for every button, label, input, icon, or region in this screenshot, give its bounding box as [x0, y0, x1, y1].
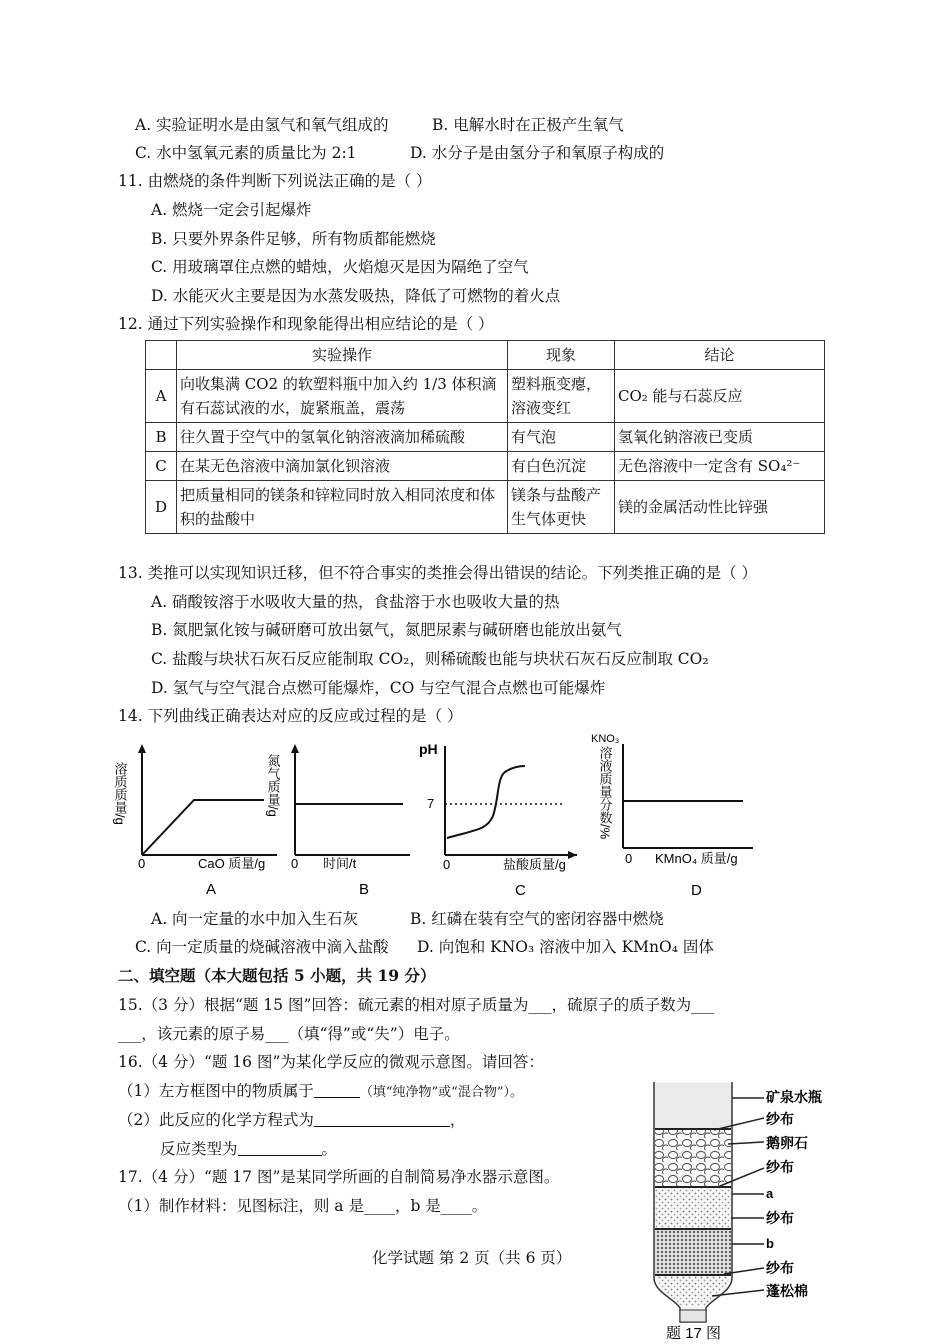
q15-line1: 15.（3 分）根据“题 15 图”回答：硫元素的相对原子质量为___，硫原子的质子数为___ — [118, 996, 715, 1014]
x-label: CaO 质量/g — [198, 856, 266, 871]
phenomenon-cell: 镁条与盐酸产生气体更快 — [508, 481, 615, 534]
page-footer: 化学试题 第 2 页（共 6 页） — [372, 1249, 572, 1267]
q10-option-d: D. 水分子是由氢分子和氧原子构成的 — [410, 144, 665, 162]
label-a: a — [766, 1186, 774, 1201]
figure-17-water-purifier — [640, 1078, 830, 1342]
bottle-cap — [680, 1310, 706, 1322]
row-label: A — [146, 370, 177, 423]
q12-stem: 12. 通过下列实验操作和现象能得出相应结论的是（ ） — [118, 315, 494, 333]
q13-stem: 13. 类推可以实现知识迁移，但不符合事实的类推会得出错误的结论。下列类推正确的是（ ） — [118, 564, 758, 582]
water-layer — [655, 1083, 731, 1128]
q16-part2 — [118, 1110, 465, 1130]
q14-stem: 14. 下列曲线正确表达对应的反应或过程的是（ ） — [118, 707, 463, 725]
y-label: 溶质质量/g — [112, 762, 128, 825]
origin-label: 0 — [291, 856, 299, 871]
operation-cell: 把质量相同的镁条和锌粒同时放入相同浓度和体积的盐酸中 — [177, 481, 508, 534]
q16-part1 — [118, 1081, 523, 1103]
q17-stem: 17.（4 分）“题 17 图”是某同学所画的自制简易净水器示意图。 — [118, 1168, 560, 1186]
origin-label: 0 — [138, 856, 146, 871]
conclusion-cell: CO₂ 能与石蕊反应 — [615, 370, 825, 423]
tick-7: 7 — [427, 796, 435, 811]
q16-stem: 16.（4 分）“题 16 图”为某化学反应的微观示意图。请回答： — [118, 1053, 544, 1071]
y-label: 氮气质量/g — [265, 754, 281, 817]
chart-a — [112, 740, 282, 900]
series-line — [142, 800, 264, 855]
row-label: D — [146, 481, 177, 534]
cotton-layer — [656, 1276, 730, 1306]
q15-line2: ___，该元素的原子易___（填“得”或“失”）电子。 — [118, 1025, 460, 1043]
q16-part1-hint: （填“纯净物”或“混合物”）。 — [359, 1085, 523, 1100]
y-arrow — [291, 744, 299, 753]
table-header-cell: 现象 — [508, 341, 615, 370]
q17-part1: （1）制作材料：见图标注，则 a 是____，b 是____。 — [118, 1197, 488, 1215]
answer-blank[interactable] — [314, 1081, 360, 1098]
chart-letter: A — [206, 881, 217, 898]
phenomenon-cell: 塑料瓶变瘪，溶液变红 — [508, 370, 615, 423]
q14-option-c: C. 向一定质量的烧碱溶液中滴入盐酸 — [135, 938, 389, 956]
sand-layer-a — [655, 1188, 731, 1228]
figure-caption: 题 17 图 — [666, 1325, 722, 1342]
section-title: 二、填空题（本大题包括 5 小题，共 19 分） — [118, 966, 436, 985]
row-label: B — [146, 423, 177, 452]
operation-cell: 往久置于空气中的氢氧化钠溶液滴加稀硫酸 — [177, 423, 508, 452]
table-row — [146, 423, 825, 452]
carbon-layer-b — [655, 1230, 731, 1274]
q14-option-b: B. 红磷在装有空气的密闭容器中燃烧 — [410, 910, 664, 928]
table-header-cell — [146, 341, 177, 370]
x-label: 盐酸质量/g — [503, 857, 566, 872]
q13-option-d: D. 氢气与空气混合点燃可能爆炸，CO 与空气混合点燃也可能爆炸 — [151, 679, 606, 697]
label-gauze: 纱布 — [766, 1159, 794, 1175]
q10-option-a: A. 实验证明水是由氢气和氧气组成的 — [135, 116, 389, 134]
table-row — [146, 370, 825, 423]
y-label: 溶液质量分数/% — [597, 746, 613, 840]
table-row — [146, 481, 825, 534]
q13-option-b: B. 氮肥氯化铵与碱研磨可放出氨气，氮肥尿素与碱研磨也能放出氨气 — [151, 621, 622, 639]
q16-part1-text: （1）左方框图中的物质属于 — [118, 1082, 314, 1100]
q11-stem: 11. 由燃烧的条件判断下列说法正确的是（ ） — [118, 172, 432, 190]
y-label: pH — [419, 741, 438, 757]
q14-option-d: D. 向饱和 KNO₃ 溶液中加入 KMnO₄ 固体 — [417, 938, 714, 956]
table-header-cell: 实验操作 — [177, 341, 508, 370]
label-gauze: 纱布 — [766, 1111, 794, 1127]
q16-part2-end: ， — [449, 1111, 466, 1129]
label-pebbles: 鹅卵石 — [766, 1135, 808, 1151]
q14-option-a: A. 向一定量的水中加入生石灰 — [151, 910, 359, 928]
q11-option-c: C. 用玻璃罩住点燃的蜡烛，火焰熄灭是因为隔绝了空气 — [151, 258, 529, 276]
q16-part3-text: 反应类型为 — [160, 1140, 238, 1158]
x-label: KMnO₄ 质量/g — [655, 851, 738, 866]
q16-part3 — [160, 1139, 337, 1159]
answer-blank[interactable] — [314, 1110, 450, 1127]
q10-option-c: C. 水中氢氧元素的质量比为 2:1 — [135, 144, 357, 162]
label-gauze: 纱布 — [766, 1210, 794, 1226]
origin-label: 0 — [625, 851, 633, 866]
x-arrow — [568, 851, 577, 859]
series-line — [447, 766, 525, 838]
phenomenon-cell: 有气泡 — [508, 423, 615, 452]
q10-option-b: B. 电解水时在正极产生氧气 — [432, 116, 624, 134]
chart-letter: B — [359, 881, 370, 898]
q16-part3-end: 。 — [321, 1140, 338, 1158]
chart-c — [415, 738, 585, 900]
label-b: b — [766, 1236, 774, 1251]
chart-letter: D — [691, 882, 702, 899]
q11-option-d: D. 水能灭火主要是因为水蒸发吸热，降低了可燃物的着火点 — [151, 287, 561, 305]
q13-option-c: C. 盐酸与块状石灰石反应能制取 CO₂，则稀硫酸也能与块状石灰石反应制取 CO₂ — [151, 650, 709, 668]
table-header-row — [146, 341, 825, 370]
label-cotton: 蓬松棉 — [766, 1283, 808, 1299]
conclusion-cell: 镁的金属活动性比锌强 — [615, 481, 825, 534]
leader-line — [728, 1142, 764, 1144]
operation-cell: 向收集满 CO2 的软塑料瓶中加入约 1/3 体积滴有石蕊试液的水，旋紧瓶盖，震荡 — [177, 370, 508, 423]
chart-b — [265, 740, 415, 900]
chart-d — [585, 732, 760, 900]
y-arrow — [138, 744, 146, 753]
label-bottle: 矿泉水瓶 — [766, 1089, 822, 1105]
answer-blank[interactable] — [238, 1139, 322, 1156]
q11-option-a: A. 燃烧一定会引起爆炸 — [151, 201, 312, 219]
row-label: C — [146, 452, 177, 481]
pebble-layer — [655, 1130, 731, 1186]
conclusion-cell: 无色溶液中一定含有 SO₄²⁻ — [615, 452, 825, 481]
conclusion-cell: 氢氧化钠溶液已变质 — [615, 423, 825, 452]
table-header-cell: 结论 — [615, 341, 825, 370]
q12-table — [145, 340, 825, 534]
phenomenon-cell: 有白色沉淀 — [508, 452, 615, 481]
origin-label: 0 — [443, 857, 451, 872]
label-gauze: 纱布 — [766, 1260, 794, 1276]
y-label-top: KNO₃ — [591, 733, 620, 745]
q13-option-a: A. 硝酸铵溶于水吸收大量的热，食盐溶于水也吸收大量的热 — [151, 593, 560, 611]
operation-cell: 在某无色溶液中滴加氯化钡溶液 — [177, 452, 508, 481]
chart-letter: C — [515, 882, 526, 899]
x-label: 时间/t — [323, 856, 357, 871]
q11-option-b: B. 只要外界条件足够，所有物质都能燃烧 — [151, 230, 436, 248]
q16-part2-text: （2）此反应的化学方程式为 — [118, 1111, 314, 1129]
table-row — [146, 452, 825, 481]
